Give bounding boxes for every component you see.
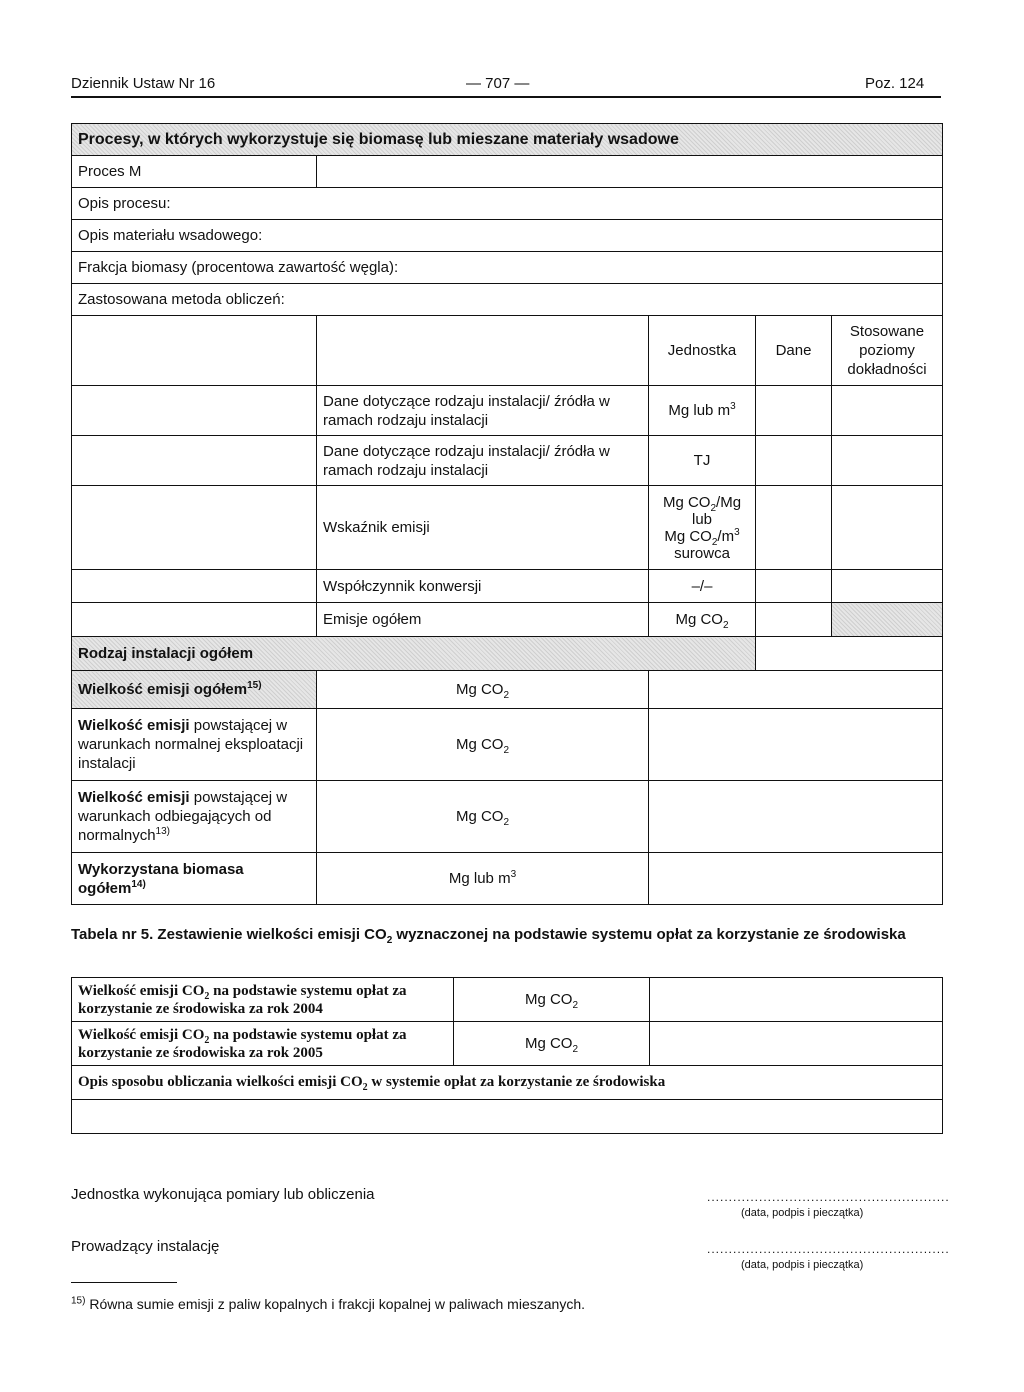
unit-cell: Mg $CO_2/Mg$ lub Mg $CO_2/m^3$ surowca xyxy=(649,486,756,570)
measuring-unit-label: Jednostka wykonująca pomiary lub obliczenia xyxy=(71,1186,375,1203)
table5-caption: Tabela nr 5. Zestawienie wielkości emisji $CO_2$ wyznaczonej na podstawie systemu opłat za korzystanie ze środowiska xyxy=(71,926,906,946)
position-number: Poz. 124 xyxy=(865,75,925,92)
emission-2005-value[interactable] xyxy=(650,1022,943,1066)
row-energy-data: Dane dotyczące rodzaju instalacji/ źródła w ramach rodzaju instalacji xyxy=(317,436,649,486)
unit-cell: Mg $CO_2$ xyxy=(317,781,649,853)
section-title: Procesy, w których wykorzystuje się biomasę lub mieszane materiały wsadowe xyxy=(72,124,943,156)
row-conversion-factor: Współczynnik konwersji xyxy=(317,570,649,603)
calculation-method[interactable]: Zastosowana metoda obliczeń: xyxy=(72,284,943,316)
footnote-rule xyxy=(71,1282,177,1283)
biomass-total-label: Wykorzystana biomasa ogółem$^{14)}$ xyxy=(72,853,317,905)
biomass-process-table xyxy=(71,123,943,905)
total-emission-label: Wielkość emisji ogółem$^{15)}$ xyxy=(72,671,317,709)
data-input[interactable] xyxy=(756,386,832,436)
row-emission-factor: Wskaźnik emisji xyxy=(317,486,649,570)
unit-cell: –/– xyxy=(649,570,756,603)
unit-cell: Mg lub $m^3$ xyxy=(317,853,649,905)
row-activity-data: Dane dotyczące rodzaju instalacji/ źródła w ramach rodzaju instalacji xyxy=(317,386,649,436)
installation-total-label: Rodzaj instalacji ogółem xyxy=(72,637,756,671)
journal-name: Dziennik Ustaw Nr 16 xyxy=(71,75,216,92)
page-number: — 707 — xyxy=(466,75,530,92)
emission-2004-label: Wielkość emisji $CO_2$ na podstawie systemu opłat za korzystanie ze środowiska za rok 2004 xyxy=(72,978,454,1022)
shaded-cell xyxy=(832,603,943,637)
footnote: $^{15)}$ Równa sumie emisji z paliw kopalnych i frakcji kopalnej w paliwach mieszanych. xyxy=(71,1295,585,1312)
col-unit-header: Jednostka xyxy=(649,316,756,386)
method-description-label: Opis sposobu obliczania wielkości emisji $CO_2$ w systemie opłat za korzystanie ze środowiska xyxy=(72,1066,943,1100)
process-description[interactable]: Opis procesu: xyxy=(72,188,943,220)
unit-cell: Mg lub $m^3$ xyxy=(649,386,756,436)
process-value[interactable] xyxy=(317,156,943,188)
col-accuracy-header: Stosowane poziomy dokładności xyxy=(832,316,943,386)
unit-cell: TJ xyxy=(649,436,756,486)
data-input[interactable] xyxy=(756,436,832,486)
abnormal-emission-value[interactable] xyxy=(649,781,943,853)
fee-system-table xyxy=(71,977,943,1134)
emission-2004-value[interactable] xyxy=(650,978,943,1022)
signature-line[interactable]: ........................................................ xyxy=(707,1190,950,1204)
normal-emission-value[interactable] xyxy=(649,709,943,781)
emission-2005-label: Wielkość emisji $CO_2$ na podstawie systemu opłat za korzystanie ze środowiska za rok 2005 xyxy=(72,1022,454,1066)
abnormal-emission-label: Wielkość emisji powstającej w warunkach odbiegających od normalnych$^{13)}$ xyxy=(72,781,317,853)
total-emission-value[interactable] xyxy=(649,671,943,709)
data-input[interactable] xyxy=(756,486,832,570)
col-data-header: Dane xyxy=(756,316,832,386)
accuracy-input[interactable] xyxy=(832,386,943,436)
header-rule xyxy=(71,96,941,98)
accuracy-input[interactable] xyxy=(832,570,943,603)
unit-cell: Mg $CO_2$ xyxy=(649,603,756,637)
operator-label: Prowadzący instalację xyxy=(71,1238,220,1255)
accuracy-input[interactable] xyxy=(832,486,943,570)
data-input[interactable] xyxy=(756,603,832,637)
unit-cell: Mg $CO_2$ xyxy=(317,671,649,709)
signature-caption: (data, podpis i pieczątka) xyxy=(741,1207,864,1219)
data-input[interactable] xyxy=(756,570,832,603)
process-label: Proces M xyxy=(72,156,317,188)
biomass-fraction[interactable]: Frakcja biomasy (procentowa zawartość węgla): xyxy=(72,252,943,284)
accuracy-input[interactable] xyxy=(832,436,943,486)
signature-line[interactable]: ........................................................ xyxy=(707,1242,950,1256)
row-total-emissions: Emisje ogółem xyxy=(317,603,649,637)
unit-cell: Mg $CO_2$ xyxy=(454,1022,650,1066)
normal-emission-label: Wielkość emisji powstającej w warunkach normalnej eksploatacji instalacji xyxy=(72,709,317,781)
signature-caption: (data, podpis i pieczątka) xyxy=(741,1259,864,1271)
unit-cell: Mg $CO_2$ xyxy=(454,978,650,1022)
biomass-total-value[interactable] xyxy=(649,853,943,905)
method-description-value[interactable] xyxy=(72,1100,943,1134)
feed-material-description[interactable]: Opis materiału wsadowego: xyxy=(72,220,943,252)
unit-cell: Mg $CO_2$ xyxy=(317,709,649,781)
